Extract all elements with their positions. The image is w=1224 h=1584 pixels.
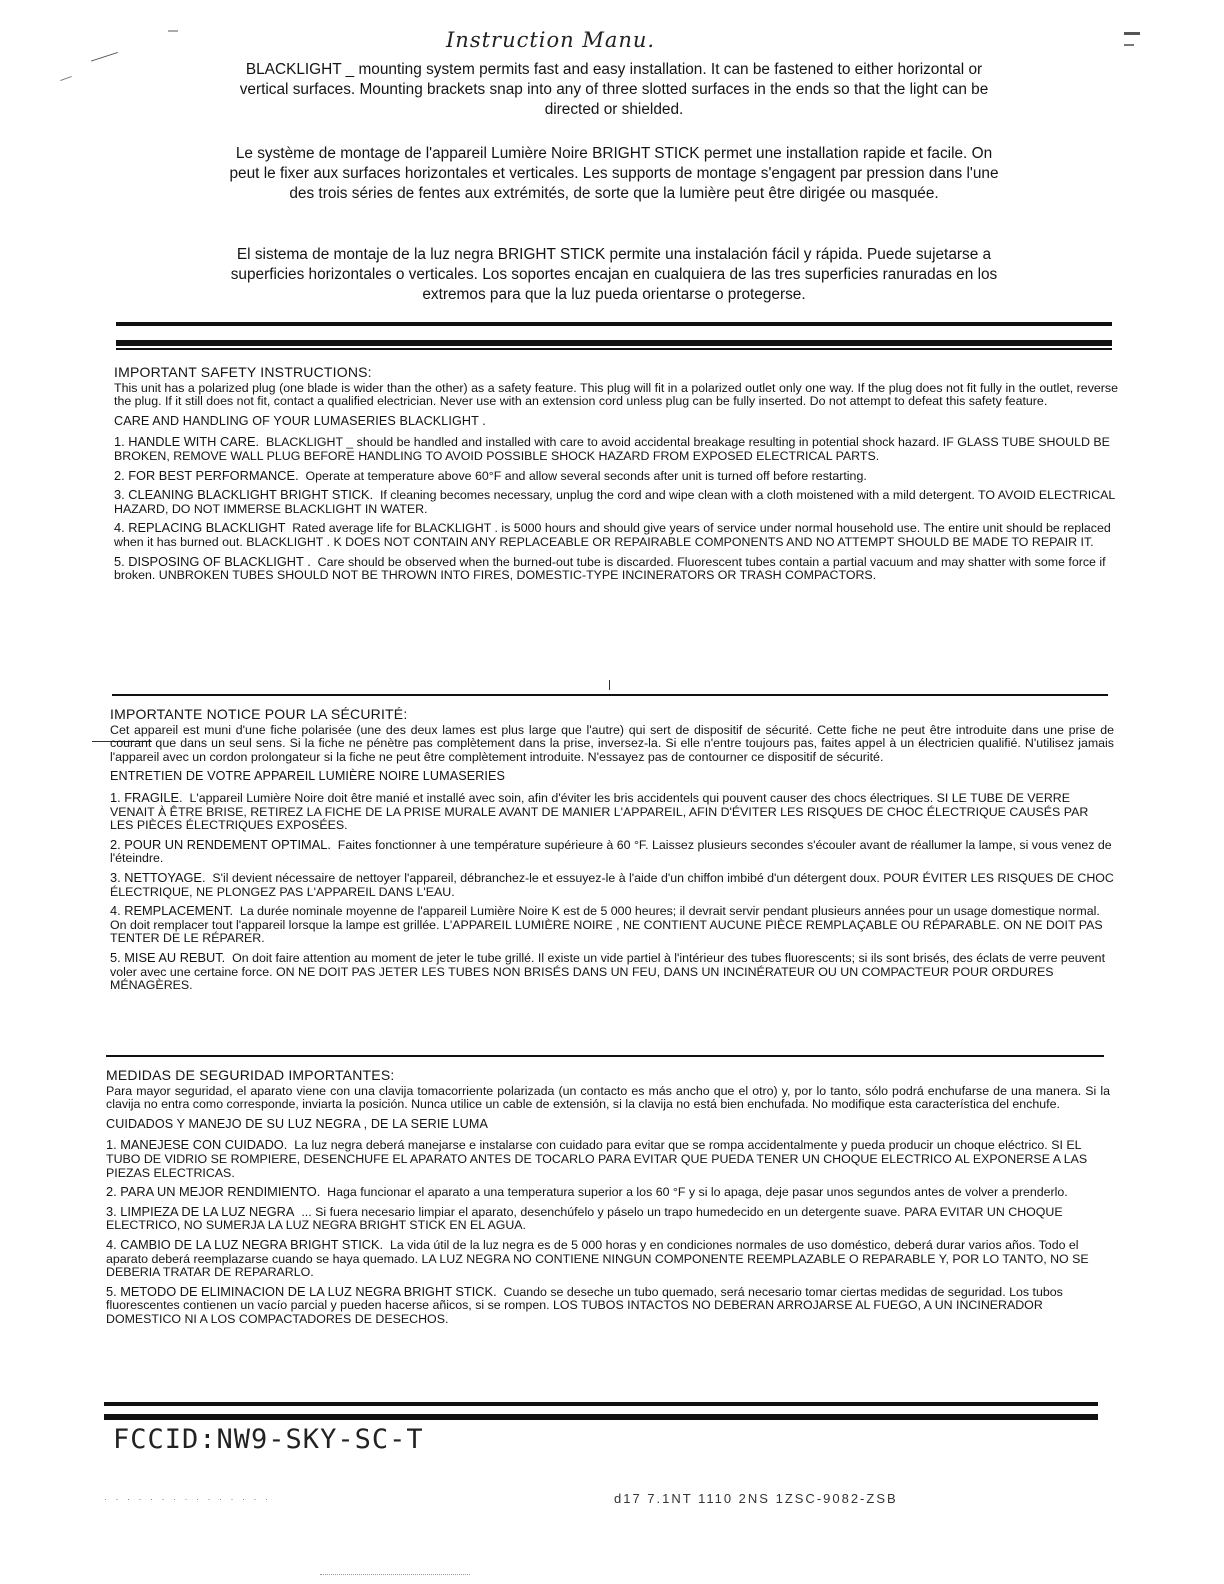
list-item xyxy=(110,791,1114,833)
scan-mark xyxy=(609,680,610,690)
item-text: If cleaning becomes necessary, unplug the cord and wipe clean with a cloth moistened with a mild detergent. TO AVOID ELECTRICAL HAZARD, DO NOT IMMERSE BLACKLIGHT IN WATER. xyxy=(114,488,1115,516)
divider xyxy=(112,694,1108,696)
item-label: 2. FOR BEST PERFORMANCE. xyxy=(114,467,299,483)
safety-section-english xyxy=(114,366,1118,588)
item-text: Haga funcionar el aparato a una temperatura superior a los 60 °F y si lo apaga, deje pasar unos segundos antes de volver a prenderlo. xyxy=(327,1185,1068,1200)
list-item xyxy=(106,1138,1110,1180)
item-label: 1. MANEJESE CON CUIDADO. xyxy=(106,1137,288,1153)
list-item xyxy=(110,838,1114,866)
scan-mark xyxy=(320,1574,470,1578)
divider xyxy=(106,1055,1104,1057)
fax-header-faint: · · · · · · · · · · · · · · · xyxy=(104,1494,271,1504)
item-text: S'il devient nécessaire de nettoyer l'appareil, débranchez-le et essuyez-le à l'aide d'un chiffon imbibé d'un détergent doux. POUR ÉVITER LES RISQUES DE CHOC ÉLECTRIQUE, NE PLONGEZ PAS L'APPAREIL DANS L'EAU. xyxy=(110,870,1114,899)
item-text: L'appareil Lumière Noire doit être manié et installé avec soin, afin d'éviter les bris accidentels qui pouvent causer des chocs électriques. SI LE TUBE DE VERRE VENAIT À ÊTRE BRISE, RETIREZ LA FICHE DE LA PRISE MURALE AVANT DE MANIER L'APPAREIL, AFIN D'ÉVITER LES RISQUES DE CHOC ÉLECTRIQUE CAUSÉS PAR LES PIÈCES ÉLECTRIQUES EXPOSÉES. xyxy=(110,790,1089,833)
item-label: 4. CAMBIO DE LA LUZ NEGRA BRIGHT STICK. xyxy=(106,1236,384,1252)
divider xyxy=(116,348,1112,350)
list-item xyxy=(114,488,1118,516)
care-heading: ENTRETIEN DE VOTRE APPAREIL LUMIÈRE NOIRE LUMASERIES xyxy=(110,769,505,784)
item-text: Faites fonctionner à une température supérieure à 60 °F. Laissez plusieurs secondes s'écouler avant de réallumer la lampe, si vous venez de l'éteindre. xyxy=(110,837,1112,866)
item-label: 4. REMPLACEMENT. xyxy=(110,903,234,919)
divider xyxy=(104,1402,1098,1406)
item-label: 3. LIMPIEZA DE LA LUZ NEGRA xyxy=(106,1203,295,1219)
list-item xyxy=(110,904,1114,946)
section-intro: Para mayor seguridad, el aparato viene con una clavija tomacorriente polarizada (un contacto es más ancho que el otro) y, por lo tanto, sólo podrá enchufarse de una manera. Si la clavija no entra como corresponde, inviarta la posición. Nunca utilice un cable de extensión, si la clavija no está bien enchufada. No modifique esta característica del enchufe. xyxy=(106,1083,1110,1112)
scan-mark xyxy=(91,52,121,71)
item-label: 5. METODO DE ELIMINACION DE LA LUZ NEGRA BRIGHT STICK. xyxy=(106,1283,497,1299)
divider xyxy=(116,322,1112,326)
scan-mark xyxy=(1124,44,1134,46)
section-intro: Cet appareil est muni d'une fiche polarisée (une des deux lames est plus large que l'autre) qui sert de dispositif de sécurité. Cette fiche ne peut être introduite dans une prise de courant que dans un seul sens. Si la fiche ne pénètre pas complètement dans la prise, inversez-la. Si elle n'entre toujours pas, faites appel à un électricien qualifié. N'utilisez jamais l'appareil avec un cordon prolongateur si la fiche ne peut être complètement introduite. N'essayez pas de contourner ce dispositif de sécurité. xyxy=(110,722,1114,764)
item-text: La luz negra deberá manejarse e instalarse con cuidado para evitar que se rompa accidentalmente y pueda producir un choque eléctrico. SI EL TUBO DE VIDRIO SE ROMPIERE, DESENCHUFE EL APARATO ANTES DE TOCARLO PARA EVITAR QUE PUEDA TENER UN CHOQUE ELECTRICO AL EXPONERSE A LAS PIEZAS ELECTRICAS. xyxy=(106,1138,1088,1180)
list-item xyxy=(106,1238,1110,1280)
divider xyxy=(104,1414,1098,1420)
item-label: 1. FRAGILE. xyxy=(110,789,183,805)
list-item xyxy=(114,555,1118,583)
list-item xyxy=(106,1185,1110,1200)
section-heading: IMPORTANTE NOTICE POUR LA SÉCURITÉ: xyxy=(110,706,408,722)
item-text: Operate at temperature above 60°F and allow several seconds after unit is turned off before restarting. xyxy=(305,468,867,483)
scan-mark xyxy=(60,76,72,81)
item-label: 3. NETTOYAGE. xyxy=(110,869,206,885)
item-label: 1. HANDLE WITH CARE. xyxy=(114,434,260,450)
item-text: ... Si fuera necesario limpiar el aparato, desenchúfelo y páselo un trapo humedecido en un detergente suave. PARA EVITAR UN CHOQUE ELECTRICO, NO SUMERJA LA LUZ NEGRA BRIGHT STICK EN EL AGUA. xyxy=(106,1204,1063,1233)
intro-english: BLACKLIGHT _ mounting system permits fast and easy installation. It can be fastened to either horizontal or vertical surfaces. Mounting brackets snap into any of three slotted surfaces in the ends so that the light can be directed or shielded. xyxy=(239,61,989,118)
list-item xyxy=(114,469,1118,484)
handwritten-fcc-id: FCCID:NW9-SKY-SC-T xyxy=(113,1424,424,1455)
safety-section-french xyxy=(110,708,1114,998)
item-text: Care should be observed when the burned-out tube is discarded. Fluorescent tubes contain a partial vacuum and may shatter with some force if broken. UNBROKEN TUBES SHOULD NOT BE THROWN INTO FIRES, DOMESTIC-TYPE INCINERATORS OR TRASH COMPACTORS. xyxy=(114,554,1106,583)
care-heading: CARE AND HANDLING OF YOUR LUMASERIES BLACKLIGHT . xyxy=(114,413,486,428)
item-text: BLACKLIGHT _ should be handled and installed with care to avoid accidental breakage resulting in potential shock hazard. IF GLASS TUBE SHOULD BE BROKEN, REMOVE WALL PLUG BEFORE HANDLING TO AVOID POSSIBLE SHOCK HAZARD FROM EXPOSED ELECTRICAL PARTS. xyxy=(114,435,1110,463)
section-heading: MEDIDAS DE SEGURIDAD IMPORTANTES: xyxy=(106,1067,395,1083)
item-text: La vida útil de la luz negra es de 5 000 horas y en condiciones normales de uso doméstico, deberá durar varios años. Todo el aparato deberá reemplazarse cuando se haya quemado. LA LUZ NEGRA NO CONTIENE NINGUN COMPONENTE REEMPLAZABLE O REPARABLE Y, POR LO TANTO, NO SE DEBERIA TRATAR DE REPARARLO. xyxy=(106,1237,1089,1280)
item-text: On doit faire attention au moment de jeter le tube grillé. Il existe un vide partiel à l'intérieur des tubes fluorescents; si ils sont brisés, des éclats de verre peuvent voler avec une certaine force. ON NE DOIT PAS JETER LES TUBES NON BRISÉS DANS UN FEU, DANS UN INCINÉRATEUR OU UN COMPACTEUR POUR ORDURES MÉNAGÈRES. xyxy=(110,950,1106,993)
list-item xyxy=(114,521,1118,549)
scan-mark xyxy=(1124,32,1140,35)
section-intro: This unit has a polarized plug (one blade is wider than the other) as a safety feature. This plug will fit in a polarized outlet only one way. If the plug does not fit fully in the outlet, reverse the plug. If it still does not fit, contact a qualified electrician. Never use with an extension cord unless plug can be fully inserted. Do not attempt to defeat this safety feature. xyxy=(114,380,1118,409)
handwritten-title: Instruction Manu. xyxy=(446,28,656,52)
item-label: 5. MISE AU REBUT. xyxy=(110,949,226,965)
list-item xyxy=(106,1285,1110,1327)
item-text: La durée nominale moyenne de l'appareil Lumière Noire K est de 5 000 heures; il devrait servir pendant plusieurs années pour un usage domestique normal. On doit remplacer tout l'appareil lorsque la lampe est grillée. L'APPAREIL LUMIÈRE NOIRE , NE CONTIENT AUCUNE PIÈCE REMPLAÇABLE OU RÉPARABLE. ON NE DOIT PAS TENTER DE LE RÉPARER. xyxy=(110,904,1103,946)
section-heading: IMPORTANT SAFETY INSTRUCTIONS: xyxy=(114,364,372,380)
intro-french: Le système de montage de l'appareil Lumière Noire BRIGHT STICK permet une installation rapide et facile. On peut le fixer aux surfaces horizontales et verticales. Les supports de montage s'engagent par pression dans l'une des trois séries de fentes aux extrémités, de sorte que la lumière peut être dirigée ou masquée. xyxy=(229,145,999,202)
list-item xyxy=(110,871,1114,899)
care-heading: CUIDADOS Y MANEJO DE SU LUZ NEGRA , DE LA SERIE LUMA xyxy=(106,1116,488,1131)
scan-mark xyxy=(168,30,178,32)
fax-footer-line: d17 7.1NT 1110 2NS 1ZSC-9082-ZSB xyxy=(614,1491,898,1506)
item-label: 2. PARA UN MEJOR RENDIMIENTO. xyxy=(106,1184,321,1200)
safety-section-spanish xyxy=(106,1069,1110,1332)
list-item xyxy=(114,435,1118,463)
item-text: Cuando se deseche un tubo quemado, será necesario tomar ciertas medidas de seguridad. Los tubos fluorescentes contienen un vacío parcial y pueden hacerse añicos, si se rompen. LOS TUBOS INTACTOS NO DEBERAN ARROJARSE AL FUEGO, A UN INCINERADOR DOMESTICO NI A LOS COMPACTADORES DE DESECHOS. xyxy=(106,1284,1063,1326)
item-label: 2. POUR UN RENDEMENT OPTIMAL. xyxy=(110,836,331,852)
list-item xyxy=(110,951,1114,993)
list-item xyxy=(106,1205,1110,1233)
divider xyxy=(116,340,1112,346)
item-label: 3. CLEANING BLACKLIGHT BRIGHT STICK. xyxy=(114,487,374,503)
intro-spanish: El sistema de montaje de la luz negra BRIGHT STICK permite una instalación fácil y rápida. Puede sujetarse a superficies horizontales o verticales. Los soportes encajan en cualquiera de las tres superficies ranuradas en los extremos para que la luz pueda orientarse o protegerse. xyxy=(230,246,998,303)
item-label: 4. REPLACING BLACKLIGHT xyxy=(114,520,286,536)
item-text: Rated average life for BLACKLIGHT . is 5000 hours and should give years of service under normal household use. The entire unit should be replaced when it has burned out. BLACKLIGHT . K DOES NOT CONTAIN ANY REPLACEABLE OR REPAIRABLE COMPONENTS AND NO ATTEMPT SHOULD BE MADE TO REPAIR IT. xyxy=(114,521,1111,549)
item-label: 5. DISPOSING OF BLACKLIGHT . xyxy=(114,553,311,569)
